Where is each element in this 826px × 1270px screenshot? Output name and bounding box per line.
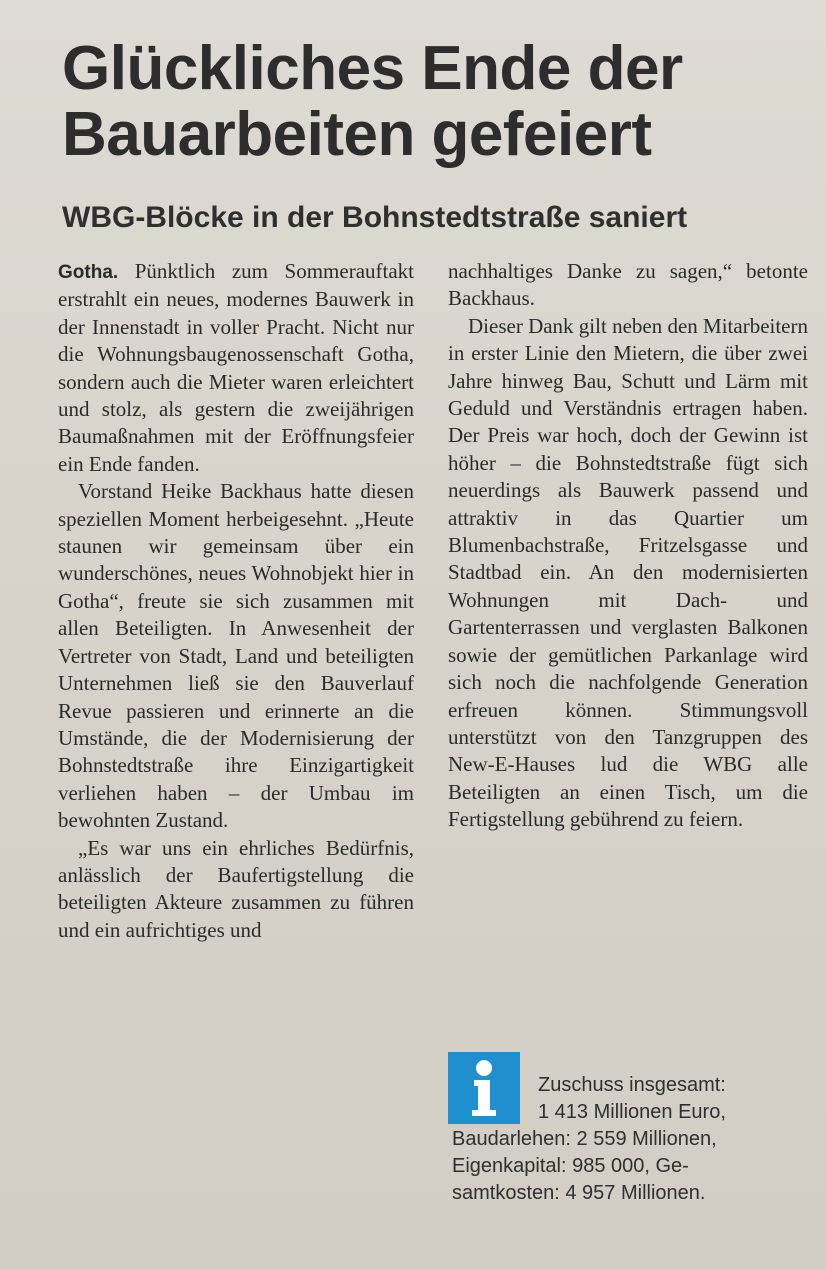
article-column-1 [58, 258, 414, 944]
article-column-2 [448, 258, 808, 834]
info-box-text [452, 1072, 812, 1207]
info-line-4: Eigenkapital: 985 000, Ge- [452, 1155, 689, 1177]
info-line-3: Baudarlehen: 2 559 Millionen, [452, 1128, 717, 1150]
paragraph-1-text: Pünktlich zum Sommerauftakt erstrahlt ein neues, modernes Bauwerk in der Innenstadt in voller Pracht. Nicht nur die Wohnungsbaugenossenschaft Gotha, sondern auch die Mieter waren erleichtert und stolz, als gestern die zweijährigen Baumaßnahmen mit der Eröffnungsfeier ein Ende fanden. [58, 259, 415, 476]
article-headline: Glückliches Ende der Bauarbeiten gefeiert [62, 34, 683, 169]
info-line-2: 1 413 Millionen Euro, [538, 1101, 726, 1123]
paragraph-2: Vorstand Heike Backhaus hatte diesen speziellen Moment herbeigesehnt. „Heute staunen wir gemeinsam über ein wunderschönes, neues Wohnobjekt hier in Gotha“, freute sie sich zusammen mit allen Beteiligten. In Anwesenheit der Vertreter von Stadt, Land und beteiligten Unternehmen ließ sie den Bauverlauf Revue passieren und erinnerte an die Umstände, die der Modernisierung der Bohnstedtstraße ihre Einzigartigkeit verliehen haben – der Umbau im bewohnten Zustand. [58, 479, 414, 833]
paragraph-4: Dieser Dank gilt neben den Mitarbeitern in erster Linie den Mietern, die über zwei Jahre hinweg Bau, Schutt und Lärm mit Geduld und Verständnis ertragen haben. Der Preis war hoch, doch der Gewinn ist höher – die Bohnstedtstraße fügt sich neuerdings als Bauwerk passend und attraktiv in das Quartier um Blumenbachstraße, Fritzelsgasse und Stadtbad ein. An den modernisierten Wohnungen mit Dach- und Gartenterrassen und verglasten Balkonen sowie der gemütlichen Parkanlage wird sich noch die nachfolgende Generation erfreuen können. Stimmungsvoll unterstützt von den Tanzgruppen des New-E-Hauses lud die WBG alle Beteiligten an einen Tisch, um die Fertigstellung gebührend zu feiern. [448, 313, 808, 832]
paragraph-3-continued: nachhaltiges Danke zu sagen,“ betonte Backhaus. [448, 259, 808, 311]
dateline: Gotha. [58, 262, 119, 283]
info-box [448, 1052, 818, 1232]
info-line-1: Zuschuss insgesamt: [538, 1074, 726, 1096]
paragraph-3: „Es war uns ein ehrliches Bedürfnis, anlässlich der Baufertigstellung die beteiligten Akteure zusammen zu führen und ein aufrichtiges und [58, 835, 414, 942]
info-line-5: samtkosten: 4 957 Millionen. [452, 1182, 706, 1204]
article-subheadline: WBG-Blöcke in der Bohnstedtstraße saniert [62, 201, 688, 234]
paragraph-1 [58, 258, 414, 478]
